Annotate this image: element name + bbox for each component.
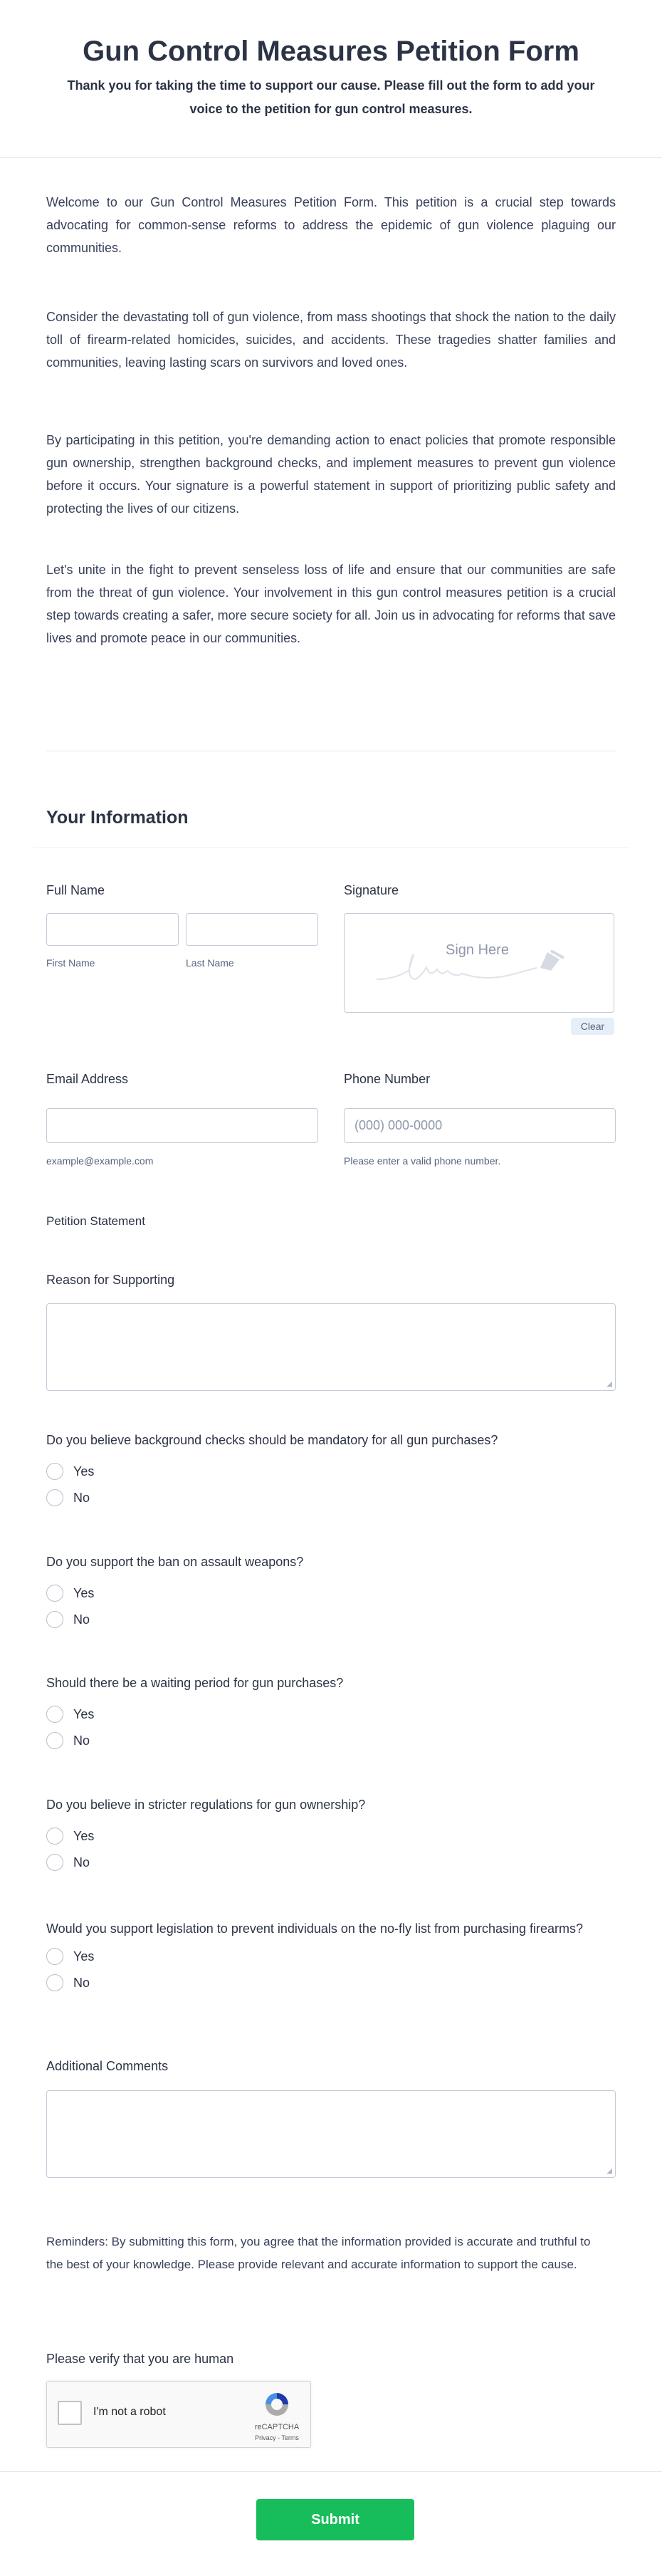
question-label: Should there be a waiting period for gun purchases? xyxy=(46,1676,344,1690)
radio-circle-icon[interactable] xyxy=(46,1463,63,1480)
question-1 xyxy=(46,1433,498,1506)
radio-no[interactable]: No xyxy=(46,1854,365,1871)
radio-circle-icon[interactable] xyxy=(46,1827,63,1845)
reason-textarea[interactable] xyxy=(46,1303,616,1391)
radio-circle-icon[interactable] xyxy=(46,1706,63,1723)
signature-placeholder: Sign Here xyxy=(446,942,509,958)
recaptcha-checkbox[interactable] xyxy=(58,2401,82,2425)
first-name-input[interactable] xyxy=(46,913,179,946)
radio-no[interactable]: No xyxy=(46,1732,343,1749)
page-subtitle: Thank you for taking the time to support our cause. Please fill out the form to add your voice to the petition for gun control measures. xyxy=(67,78,595,116)
email-label: Email Address xyxy=(46,1072,129,1086)
reason-label: Reason for Supporting xyxy=(46,1273,175,1287)
recaptcha-brand: reCAPTCHA xyxy=(254,2423,300,2431)
clear-signature-button[interactable]: Clear xyxy=(571,1018,614,1035)
intro-paragraph: Welcome to our Gun Control Measures Petition Form. This petition is a crucial step towards advocating for common-sense reforms to address the epidemic of gun violence plaguing our communities. xyxy=(46,195,616,255)
question-5 xyxy=(46,1917,616,1991)
radio-circle-icon[interactable] xyxy=(46,1732,63,1749)
question-2 xyxy=(46,1555,303,1628)
page-title: Gun Control Measures Petition Form xyxy=(83,36,579,67)
recaptcha-widget xyxy=(46,2381,311,2448)
footer-divider xyxy=(0,2471,662,2472)
reminders-text: Reminders: By submitting this form, you agree that the information provided is accurate and truthful to the best of your knowledge. Please provide relevant and accurate information to support the cause. xyxy=(46,2235,591,2271)
radio-no[interactable]: No xyxy=(46,1611,303,1628)
email-input[interactable] xyxy=(46,1108,318,1143)
question-4 xyxy=(46,1798,365,1871)
phone-hint: Please enter a valid phone number. xyxy=(344,1155,501,1167)
intro-paragraph: Consider the devastating toll of gun violence, from mass shootings that shock the nation to the daily toll of firearm-related homicides, suicides, and accidents. These tragedies shatter families and communities, leaving lasting scars on survivors and loved ones. xyxy=(46,310,616,370)
question-label: Do you support the ban on assault weapons? xyxy=(46,1555,304,1569)
radio-circle-icon[interactable] xyxy=(46,1854,63,1871)
recaptcha-checkbox-label: I'm not a robot xyxy=(93,2406,166,2418)
radio-no[interactable]: No xyxy=(46,1974,616,1991)
last-name-sublabel: Last Name xyxy=(186,957,234,969)
resize-handle-icon[interactable]: ◢ xyxy=(606,2167,612,2175)
radio-no[interactable]: No xyxy=(46,1489,498,1506)
question-label: Would you support legislation to prevent individuals on the no-fly list from purchasing firearms? xyxy=(46,1921,584,1936)
phone-label: Phone Number xyxy=(344,1072,431,1086)
captcha-label: Please verify that you are human xyxy=(46,2352,234,2366)
signature-label: Signature xyxy=(344,883,399,897)
recaptcha-logo-icon xyxy=(263,2390,291,2419)
radio-circle-icon[interactable] xyxy=(46,1974,63,1991)
comments-label: Additional Comments xyxy=(46,2059,169,2073)
signature-pad[interactable] xyxy=(344,913,614,1013)
radio-circle-icon[interactable] xyxy=(46,1489,63,1506)
question-3 xyxy=(46,1676,343,1749)
phone-input[interactable]: (000) 000-0000 xyxy=(344,1108,616,1143)
radio-yes[interactable]: Yes xyxy=(46,1948,616,1965)
radio-yes[interactable]: Yes xyxy=(46,1706,343,1723)
radio-yes[interactable]: Yes xyxy=(46,1463,498,1480)
recaptcha-links[interactable]: Privacy - Terms xyxy=(255,2434,299,2441)
intro-paragraph: By participating in this petition, you're demanding action to enact policies that promote responsible gun ownership, strengthen background checks, and implement measures to prevent gun violence before it occurs. Your signature is a powerful statement in support of prioritizing public safety and protecting the lives of our citizens. xyxy=(46,433,616,516)
first-name-sublabel: First Name xyxy=(46,957,95,969)
last-name-input[interactable] xyxy=(186,913,318,946)
resize-handle-icon[interactable]: ◢ xyxy=(606,1380,612,1388)
submit-button[interactable]: Submit xyxy=(256,2499,414,2540)
radio-yes[interactable]: Yes xyxy=(46,1585,303,1602)
full-name-label: Full Name xyxy=(46,883,105,897)
comments-textarea[interactable] xyxy=(46,2090,616,2178)
intro-paragraph: Let's unite in the fight to prevent senseless loss of life and ensure that our communities are safe from the threat of gun violence. Your involvement in this gun control measures petition is a crucial step towards creating a safer, more secure society for all. Join us in advocating for reforms that save lives and promote peace in our communities. xyxy=(46,563,616,645)
email-hint: example@example.com xyxy=(46,1155,154,1167)
section-title: Your Information xyxy=(46,808,189,828)
radio-yes[interactable]: Yes xyxy=(46,1827,365,1845)
question-label: Do you believe background checks should be mandatory for all gun purchases? xyxy=(46,1433,498,1447)
radio-circle-icon[interactable] xyxy=(46,1585,63,1602)
radio-circle-icon[interactable] xyxy=(46,1948,63,1965)
petition-statement-heading: Petition Statement xyxy=(46,1214,145,1228)
signature-scribble-icon xyxy=(373,942,579,985)
question-label: Do you believe in stricter regulations for gun ownership? xyxy=(46,1798,366,1812)
radio-circle-icon[interactable] xyxy=(46,1611,63,1628)
header-divider xyxy=(0,157,662,158)
